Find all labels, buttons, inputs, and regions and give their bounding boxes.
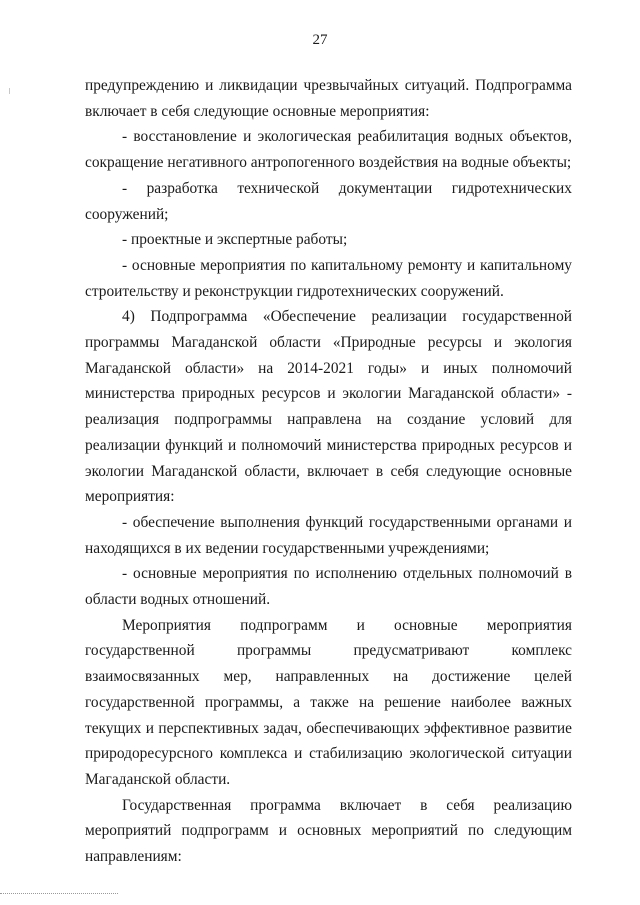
page-number: 27 [312,32,328,48]
body-paragraph: Мероприятия подпрограмм и основные мероприятия государственной программы предусматривают комплекс взаимосвязанных мер, направленных на достижение целей государственной программы, а также на решение наиболее важных текущих и перспективных задач, обеспечивающих эффективное развитие природоресурсного комплекса и стабилизацию экологической ситуации Магаданской области. [85,616,572,788]
list-item: - основные мероприятия по капитальному ремонту и капитальному строительству и реконструкции гидротехнических сооружений. [85,256,572,300]
subprogram-paragraph: 4) Подпрограмма «Обеспечение реализации государственной программы Магаданской области «Природные ресурсы и экология Магаданской области» на 2014-2021 годы» и иных полномочий министерства природных ресурсов и экологии Магаданской области» - реализация подпрограммы направлена на создание условий для реализации функций и полномочий министерства природных ресурсов и экологии Магаданской области, включает в себя следующие основные мероприятия: [85,308,572,506]
body-paragraph: Государственная программа включает в себя реализацию мероприятий подпрограмм и основных мероприятий по следующим направлениям: [85,796,572,866]
list-item-split [85,176,572,227]
list-item: - проектные и экспертные работы; [122,231,348,249]
list-item: - обеспечение выполнения функций государственными органами и находящихся в их ведении государственными учреждениями; [85,513,572,557]
document-body [85,73,572,870]
list-word: разработка [146,179,218,197]
footer-divider [0,893,118,894]
list-item: - восстановление и экологическая реабилитация водных объектов, сокращение негативного антропогенного воздействия на водные объекты; [85,128,572,172]
list-word: гидротехнических [451,179,572,197]
scan-mark [9,88,10,94]
list-item-first-line [85,176,572,202]
list-word: технической [237,179,320,197]
list-item: - основные мероприятия по исполнению отдельных полномочий в области водных отношений. [85,565,572,609]
list-dash: - [122,179,128,197]
paragraph-continuation: предупреждению и ликвидации чрезвычайных ситуаций. Подпрограмма включает в себя следующие основные мероприятия: [85,77,572,120]
list-item-continuation: сооружений; [85,205,169,223]
list-word: документации [338,179,433,197]
